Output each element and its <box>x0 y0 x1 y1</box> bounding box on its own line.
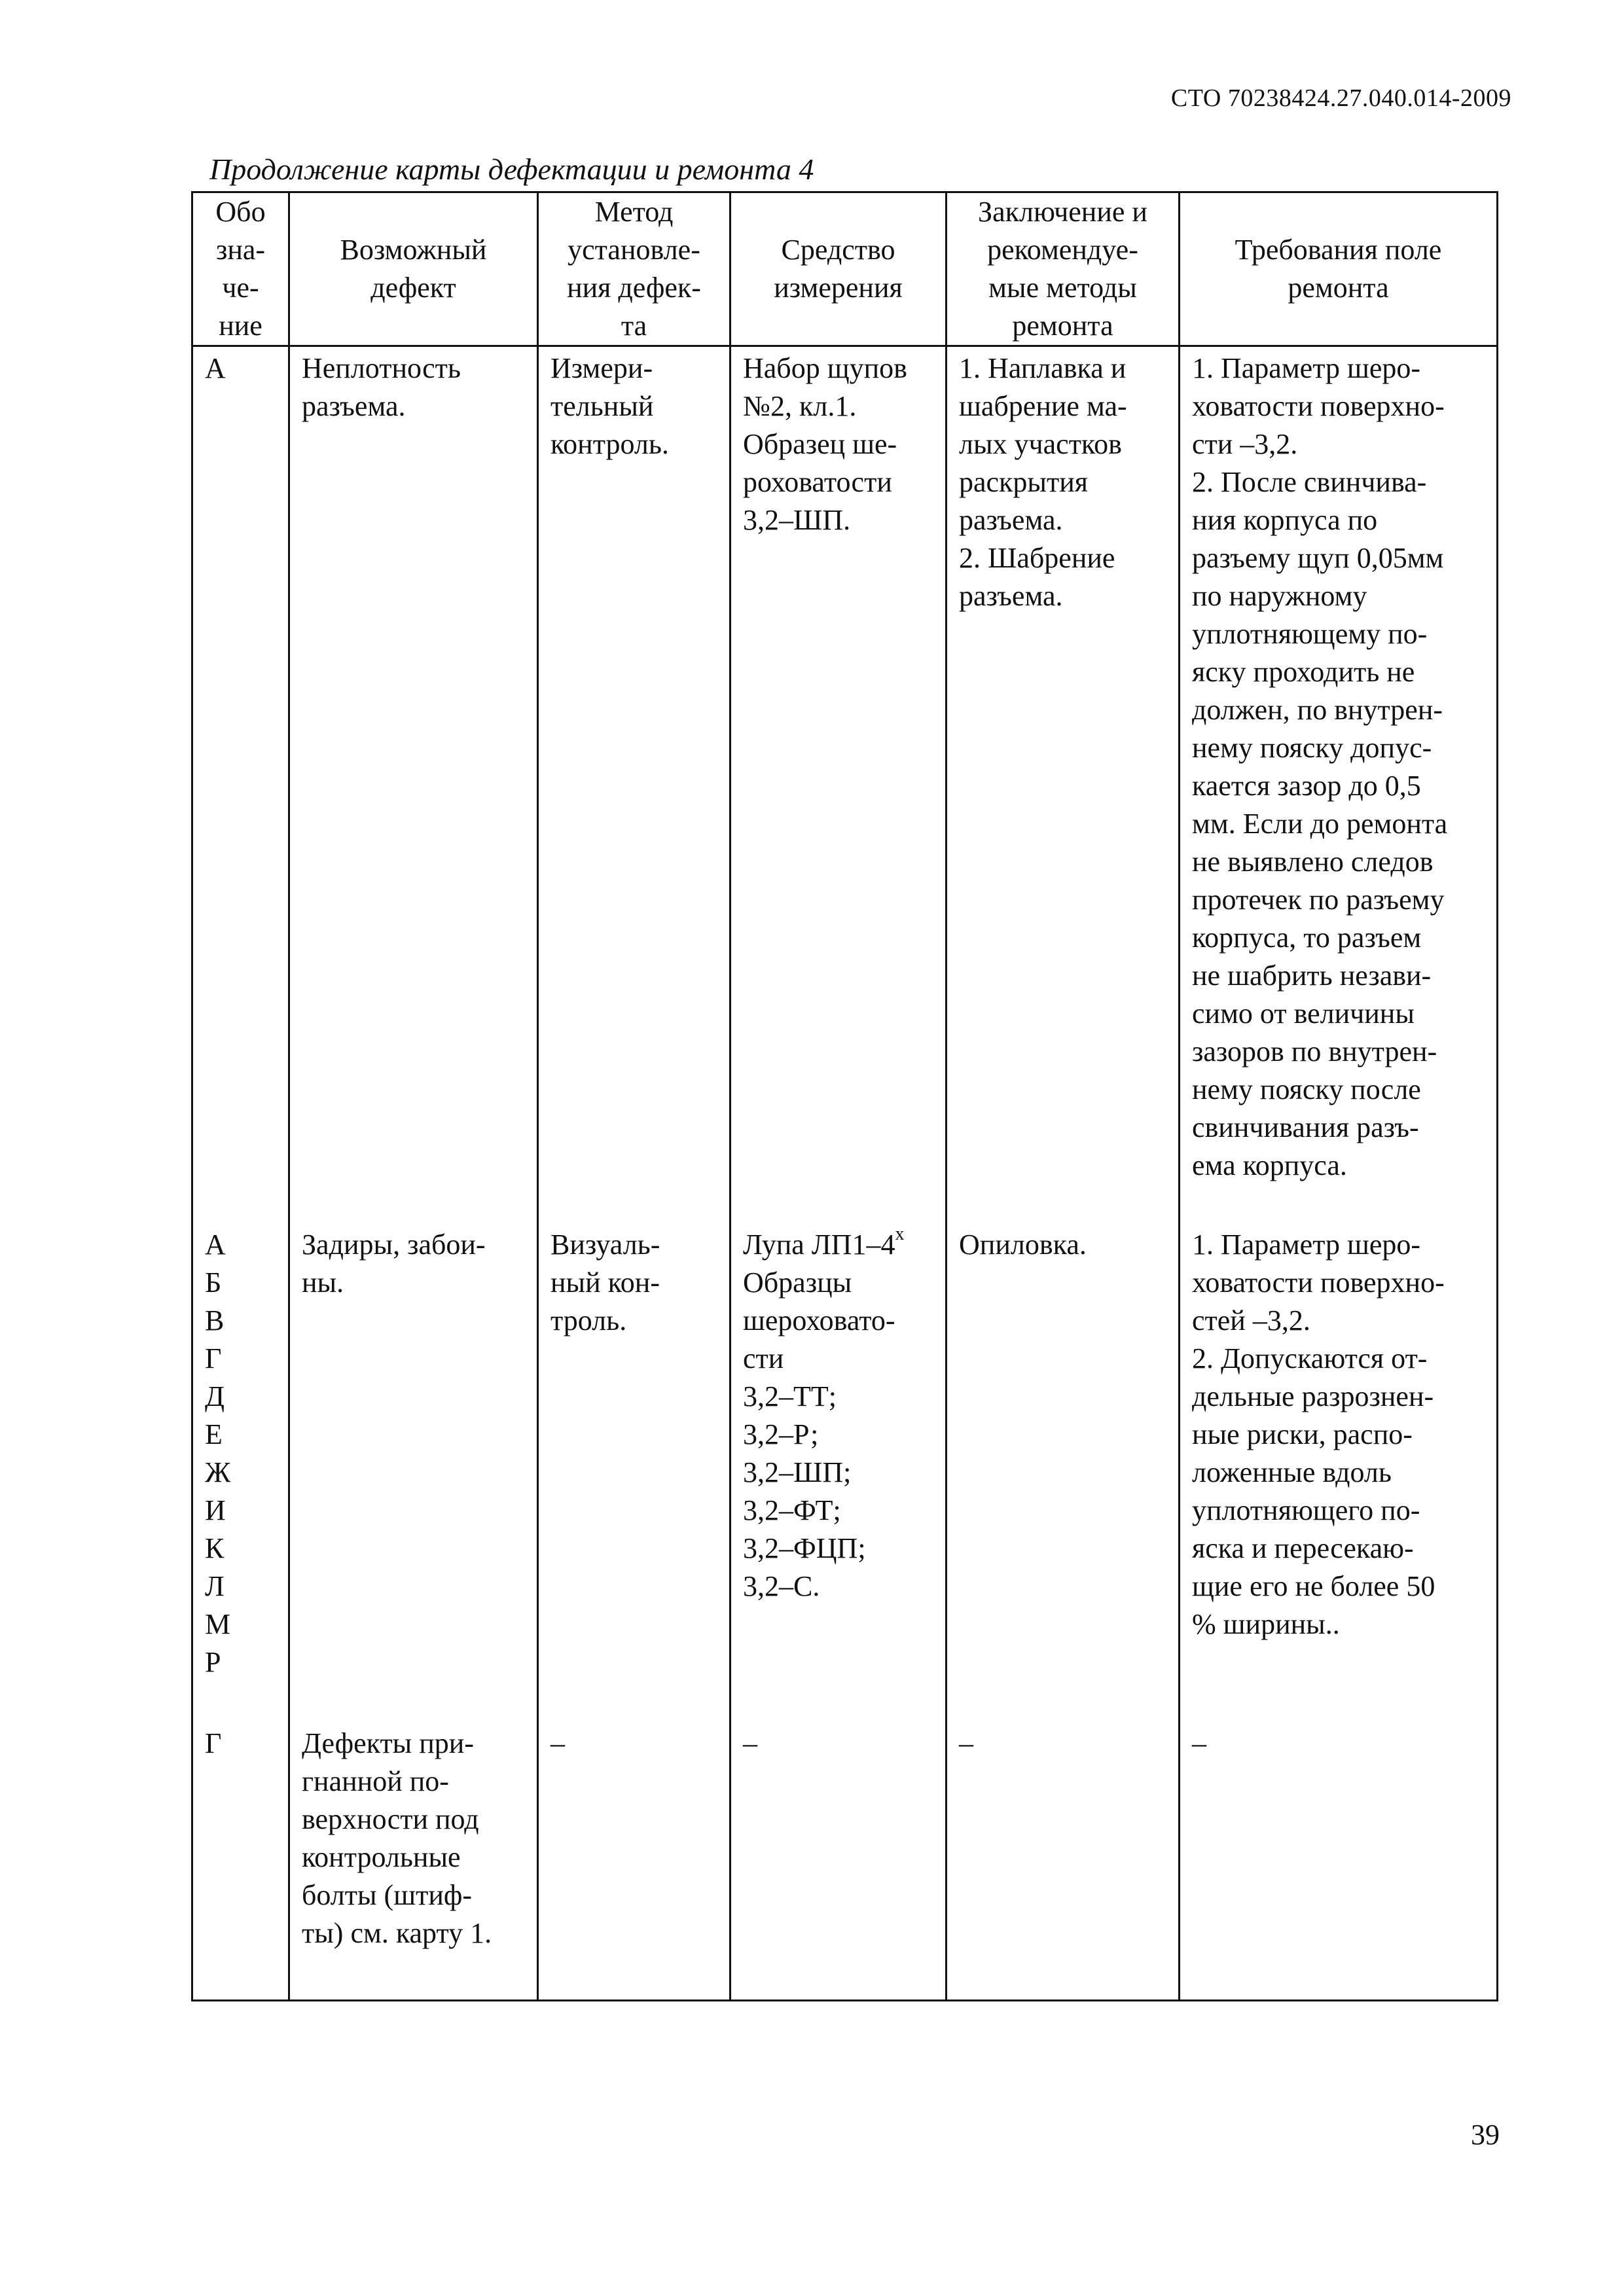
text-line: Требования поле <box>1235 234 1442 266</box>
header-designation <box>192 192 289 346</box>
text-line: Визуаль- <box>550 1228 660 1261</box>
text-line: шабрение ма- <box>959 390 1127 422</box>
cell-requirements <box>1180 346 1498 1223</box>
text-line: яску проходить не <box>1192 656 1415 688</box>
text-line: кается зазор до 0,5 <box>1192 770 1421 802</box>
cell-instrument <box>731 346 947 1223</box>
text-line: гнанной по- <box>302 1765 449 1797</box>
header-method <box>538 192 731 346</box>
text-line: Набор щупов <box>743 352 907 384</box>
text-line: Г <box>205 1727 222 1759</box>
text-line: разъема. <box>302 390 406 422</box>
text-line: 3,2–Р; <box>743 1418 819 1450</box>
text-line: ны. <box>302 1266 344 1299</box>
text-line: сти <box>743 1342 784 1374</box>
text-line: Опиловка. <box>959 1228 1087 1261</box>
text-line: 1. Параметр шеро- <box>1192 352 1421 384</box>
cell-requirements <box>1180 1722 1498 2001</box>
text-line: 3,2–ФЦП; <box>743 1532 866 1564</box>
text-line: Д <box>205 1380 225 1412</box>
text-line: Средство <box>781 234 895 266</box>
text-line: яска и пересекаю- <box>1192 1532 1414 1564</box>
cell-conclusion <box>947 1722 1180 2001</box>
defect-repair-table <box>191 191 1498 2001</box>
cell-method <box>538 1722 731 2001</box>
header-requirements <box>1180 192 1498 346</box>
text-line: по наружному <box>1192 580 1367 612</box>
text-line: 3,2–ШП; <box>743 1456 852 1488</box>
text-line: шероховато- <box>743 1304 895 1336</box>
text-line: ты) см. карту 1. <box>302 1916 492 1949</box>
text-line: Образец ше- <box>743 428 897 460</box>
text-line: Дефекты при- <box>302 1727 474 1759</box>
cell-instrument <box>731 1223 947 1722</box>
text-line: 3,2–ШП. <box>743 504 851 536</box>
text-line: Измери- <box>550 352 653 384</box>
text-line: М <box>205 1607 231 1640</box>
text-line: не выявлено следов <box>1192 846 1434 878</box>
text-line: А <box>205 352 226 384</box>
text-line: разъему щуп 0,05мм <box>1192 542 1444 574</box>
text-line: мм. Если до ремонта <box>1192 808 1448 840</box>
cell-conclusion <box>947 346 1180 1223</box>
cell-method <box>538 346 731 1223</box>
table-row <box>192 1223 1498 1722</box>
text-line: Б <box>205 1266 222 1299</box>
text-line: сти –3,2. <box>1192 428 1298 460</box>
text-line: – <box>550 1727 565 1759</box>
text-line: №2, кл.1. <box>743 390 857 422</box>
text-line: ложенные вдоль <box>1192 1456 1392 1488</box>
text-line: мые методы <box>988 272 1137 304</box>
table-caption: Продолжение карты дефектации и ремонта 4 <box>209 152 814 186</box>
text-line: 2. После свинчива- <box>1192 466 1427 498</box>
text-line: 1. Наплавка и <box>959 352 1127 384</box>
instrument-magnifier: Лупа ЛП1–4 <box>743 1228 895 1261</box>
text-line: верхности под <box>302 1803 479 1835</box>
text-line: измерения <box>774 272 903 304</box>
text-line: разъема. <box>959 580 1063 612</box>
text-line: Обо <box>215 196 266 228</box>
header-instrument <box>731 192 947 346</box>
text-line: Возможный <box>340 234 487 266</box>
text-line: Л <box>205 1570 225 1602</box>
text-line: тельный <box>550 390 654 422</box>
text-line: ния дефек- <box>567 272 701 304</box>
text-line: А <box>205 1228 226 1261</box>
table-row <box>192 346 1498 1223</box>
text-line: ный кон- <box>550 1266 660 1299</box>
cell-instrument <box>731 1722 947 2001</box>
text-line: зна- <box>215 234 266 266</box>
text-line: протечек по разъему <box>1192 884 1445 916</box>
text-line: дефект <box>370 272 456 304</box>
text-line: уплотняющего по- <box>1192 1494 1420 1526</box>
table-row <box>192 1722 1498 2001</box>
cell-designation <box>192 1223 289 1722</box>
text-line: Е <box>205 1418 223 1450</box>
text-line: разъема. <box>959 504 1063 536</box>
cell-designation <box>192 1722 289 2001</box>
text-line: Заключение и <box>978 196 1147 228</box>
text-line: щие его не более 50 <box>1192 1570 1435 1602</box>
text-line: контрольные <box>302 1840 461 1873</box>
header-defect <box>289 192 538 346</box>
cell-method <box>538 1223 731 1722</box>
text-line: ные риски, распо- <box>1192 1418 1413 1450</box>
text-line: зазоров по внутрен- <box>1192 1035 1437 1067</box>
text-line: ховатости поверхно- <box>1192 390 1445 422</box>
text-line: 1. Параметр шеро- <box>1192 1228 1421 1261</box>
text-line: че- <box>222 272 259 304</box>
text-line: – <box>1192 1727 1206 1759</box>
text-line: % ширины.. <box>1192 1607 1340 1640</box>
text-line: 3,2–С. <box>743 1570 820 1602</box>
cell-designation <box>192 346 289 1223</box>
text-line: уплотняющему по- <box>1192 618 1428 650</box>
cell-requirements <box>1180 1223 1498 1722</box>
text-line: – <box>959 1727 973 1759</box>
text-line: корпуса, то разъем <box>1192 922 1422 954</box>
text-line: нему пояску допус- <box>1192 732 1432 764</box>
text-line: должен, по внутрен- <box>1192 694 1443 726</box>
text-line: раскрытия <box>959 466 1089 498</box>
text-line: свинчивания разъ- <box>1192 1111 1419 1143</box>
text-line: Метод <box>594 196 674 228</box>
text-line: 2. Шабрение <box>959 542 1115 574</box>
text-line: К <box>205 1532 225 1564</box>
text-line: стей –3,2. <box>1192 1304 1310 1336</box>
text-line: В <box>205 1304 225 1336</box>
text-line: та <box>621 310 647 342</box>
text-line: не шабрить незави- <box>1192 960 1432 992</box>
cell-defect <box>289 1223 538 1722</box>
text-line: Задиры, забои- <box>302 1228 486 1261</box>
document-code: СТО 70238424.27.040.014-2009 <box>1170 84 1511 112</box>
text-line: Р <box>205 1645 221 1678</box>
text-line: Неплотность <box>302 352 461 384</box>
text-line: установле- <box>568 234 700 266</box>
text-line: Г <box>205 1342 222 1374</box>
text-line: нему пояску после <box>1192 1073 1421 1105</box>
text-line: роховатости <box>743 466 892 498</box>
text-line: И <box>205 1494 226 1526</box>
text-line: – <box>743 1727 757 1759</box>
text-line: Ж <box>205 1456 231 1488</box>
text-line: ховатости поверхно- <box>1192 1266 1445 1299</box>
text-line: 3,2–ФТ; <box>743 1494 841 1526</box>
text-line: лых участков <box>959 428 1122 460</box>
text-line: ние <box>219 310 262 342</box>
text-line: 3,2–ТТ; <box>743 1380 837 1412</box>
page-number: 39 <box>1471 2119 1500 2151</box>
superscript-mark: х <box>895 1223 905 1244</box>
header-conclusion <box>947 192 1180 346</box>
text-line: симо от величины <box>1192 997 1415 1030</box>
text-line: Образцы <box>743 1266 852 1299</box>
text-line: ремонта <box>1012 310 1113 342</box>
text-line: ния корпуса по <box>1192 504 1378 536</box>
table-header-row <box>192 192 1498 346</box>
cell-defect <box>289 1722 538 2001</box>
text-line: рекомендуе- <box>987 234 1138 266</box>
text-line: болты (штиф- <box>302 1878 473 1911</box>
cell-conclusion <box>947 1223 1180 1722</box>
text-line: контроль. <box>550 428 669 460</box>
text-line: дельные разрознен- <box>1192 1380 1434 1412</box>
cell-defect <box>289 346 538 1223</box>
text-line: 2. Допускаются от- <box>1192 1342 1428 1374</box>
text-line: ема корпуса. <box>1192 1149 1347 1181</box>
text-line: троль. <box>550 1304 627 1336</box>
text-line: ремонта <box>1288 272 1389 304</box>
